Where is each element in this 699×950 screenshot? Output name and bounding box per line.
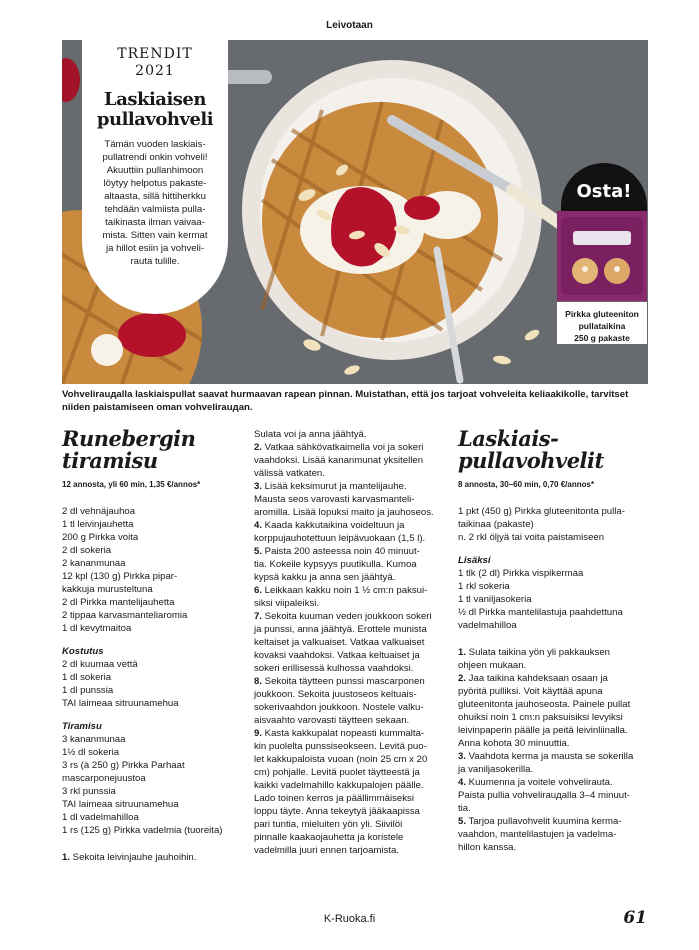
step [458, 750, 648, 763]
step [254, 610, 446, 623]
step-text: Vatkaa sähkövatkaimella voi ja sokeri [262, 442, 424, 453]
recipe-meta: 12 annosta, yli 60 min, 1,35 €/annos* [62, 480, 201, 489]
trend-body-line: pullatrendi onkin vohveli! [102, 152, 208, 163]
photo-caption [62, 388, 642, 414]
step-number: 5. [458, 816, 467, 827]
trend-body [82, 138, 228, 268]
step-text: Paista 200 asteessa noin 40 minuut- [262, 546, 420, 557]
ingredient: 3 rs (à 250 g) Pirkka Parhaat [62, 760, 185, 771]
ingredient-list [62, 733, 242, 837]
ingredient: TAI laimeaa sitruunamehua [62, 799, 179, 810]
ingredient-list [458, 567, 648, 632]
trend-body-line: taikinasta ilman vaivaa- [105, 217, 205, 228]
ingredient: 1 rkl sokeria [458, 581, 510, 592]
step-line: kypsä kakku ja anna sen jäähtyä. [254, 572, 396, 583]
trend-title [82, 90, 228, 130]
photo-caption-line: Vohvelirauдalla laskiaispullat saavat hurmaavan rapean pinnan. Muistathan, että jos tarjoat vohveleita keliaakikolle, tarvitset [62, 389, 629, 400]
recipe-title-line: tiramisu [62, 448, 158, 473]
trend-body-line: mista. Sitten vain kermat [102, 230, 208, 241]
step-line: Sulata voi ja anna jäähtyä. [254, 429, 367, 440]
product-caption-line: Pirkka gluteeniton [565, 309, 639, 319]
step-text: Sekoita täytteen punssi mascarponen [262, 676, 425, 687]
page-number: 61 [623, 908, 647, 928]
step-text: Tarjoa pullavohvelit kuumina kerma- [466, 816, 622, 827]
ingredient: 1 pkt (450 g) Pirkka gluteenitonta pulla- [458, 506, 625, 517]
step-text: Leikkaan kakku noin 1 ½ cm:n paksui- [262, 585, 428, 596]
recipe-pullavohvelit-column [458, 428, 648, 854]
step-line: pyöritä pulliksi. Voit käyttää apuna [458, 686, 603, 697]
step-line: pari tuntia, mieluiten yön yli. Siivilöi [254, 819, 403, 830]
step-text: Kasta kakkupalat nopeasti kummalta- [262, 728, 425, 739]
step-line: siksi viipaleiksi. [254, 598, 320, 609]
trend-body-line: ja hillot esiin ja vohveli- [105, 243, 205, 254]
ingredient: kakkuja murusteltuna [62, 584, 153, 595]
step-number: 5. [254, 546, 263, 557]
step-line: loppu täyte. Anna tekeytyä jääkaapissa [254, 806, 420, 817]
step [458, 815, 648, 828]
ingredient: 2 dl kuumaa vettä [62, 659, 138, 670]
step [254, 480, 446, 493]
section-label: Leivotaan [326, 20, 373, 31]
trend-body-line: Akuuttiin pullanhimoon [106, 165, 204, 176]
step-line: joukkoon. Sekoita juustoseos keltuais- [254, 689, 417, 700]
step-line: tia. [458, 803, 471, 814]
ingredient-list [62, 658, 242, 710]
ingredient: TAI laimeaa sitruunamehua [62, 698, 179, 709]
recipe-title-line: pullavohvelit [458, 448, 604, 473]
recipe-tiramisu-steps-column [254, 428, 446, 857]
trend-body-line: Tämän vuoden laskiais- [104, 139, 206, 150]
ingredient: 1 dl punssia [62, 685, 114, 696]
step-line: korppujauhotettuun leipävuokaan (1,5 l). [254, 533, 426, 544]
ingredient-list [458, 505, 648, 544]
subsection-heading: Tiramisu [62, 721, 102, 732]
step-number: 2. [458, 673, 467, 684]
step-number: 3. [254, 481, 263, 492]
trend-body-line: tehdään valmiista pulla- [104, 204, 206, 215]
step-line: ohjeen mukaan. [458, 660, 527, 671]
recipe-tiramisu-column [62, 428, 242, 864]
subsection-heading: Lisäksi [458, 555, 491, 566]
ingredient: 1 tlk (2 dl) Pirkka vispikermaa [458, 568, 584, 579]
ingredient: n. 2 rkl öljyä tai voita paistamiseen [458, 532, 605, 543]
step-line: kaikki vadelmahillo kakkupalojen päälle. [254, 780, 424, 791]
ingredient: 1 dl kevytmaitoa [62, 623, 132, 634]
step-line: sokerivaahdon joukkoon. Nostele valku- [254, 702, 424, 713]
step-line: keltaiset ja valkuaiset. Vatkaa valkuaiset [254, 637, 425, 648]
step-line: kin puolelta punssiseokseen. Levitä puo- [254, 741, 427, 752]
ingredient: 3 rkl punssia [62, 786, 116, 797]
step-line: aromilla. Lisää lopuksi maito ja jauhoseos. [254, 507, 434, 518]
step-line: ja vaniljasokerilla. [458, 764, 534, 775]
step-number: 7. [254, 611, 263, 622]
step-number: 6. [254, 585, 263, 596]
step-line: kovaksi vaahdoksi. Vatkaa keltuaiset ja [254, 650, 420, 661]
ingredient: 1 tl leivinjauhetta [62, 519, 134, 530]
step [254, 727, 446, 740]
ingredient: mascarponejuustoa [62, 773, 146, 784]
step-number: 1. [458, 647, 467, 658]
step-number: 3. [458, 751, 467, 762]
step-line: Anna kohota 30 minuuttia. [458, 738, 570, 749]
step-line: Mausta seos varovasti karvasmanteli- [254, 494, 415, 505]
step-line: ohuiksi noin 1 cm:n paksuisiksi levyiksi [458, 712, 623, 723]
step [254, 584, 446, 597]
step-text: Vaahdota kerma ja mausta se sokerilla [466, 751, 634, 762]
ingredient: 2 tippaa karvasmanteliaromia [62, 610, 188, 621]
step-line: cm) pohjalle. Levitä puolet täytteestä ja [254, 767, 420, 778]
product-caption-line: pullataikina [578, 321, 626, 331]
recipe-title [458, 428, 648, 472]
step-text: Sekoita kuuman veden joukkoon sokeri [262, 611, 432, 622]
step-text: Jaa taikina kahdeksaan osaan ja [466, 673, 608, 684]
ingredient: 1 tl vaniljasokeria [458, 594, 532, 605]
step-line: välissä vatkaten. [254, 468, 325, 479]
step-number: 2. [254, 442, 263, 453]
recipe-meta: 8 annosta, 30–60 min, 0,70 €/annos* [458, 480, 595, 489]
trend-body-line: altaasta, sillä hittiherkku [104, 191, 206, 202]
ingredient: vadelmahilloa [458, 620, 517, 631]
step [254, 519, 446, 532]
step [254, 675, 446, 688]
ingredient: 1 rs (125 g) Pirkka vadelmia (tuoreita) [62, 825, 223, 836]
step [254, 545, 446, 558]
step-line: hillon kanssa. [458, 842, 517, 853]
subsection-heading: Kostutus [62, 646, 104, 657]
step-line: ja punssi, anna jäähtyä. Erottele munista [254, 624, 427, 635]
step-text: Kaada kakkutaikina voideltuun ja [262, 520, 405, 531]
ingredient: 200 g Pirkka voita [62, 532, 139, 543]
trend-title-line: Laskiaisen [104, 89, 206, 110]
footer-site: K-Ruoka.fi [323, 913, 376, 925]
product-package-image [557, 211, 647, 301]
ingredient: 3 kananmunaa [62, 734, 126, 745]
trend-body-line: rauta tulille. [130, 256, 180, 267]
osta-badge: Osta! [561, 163, 647, 219]
ingredient: 2 dl vehnäjauhoa [62, 506, 136, 517]
trend-year: 2021 [135, 63, 175, 79]
step-line: Lado toinen kerros ja päällimmäiseksi [254, 793, 414, 804]
step-number: 4. [254, 520, 263, 531]
product-caption-line: 250 g pakaste [574, 333, 630, 343]
ingredient: 12 kpl (130 g) Pirkka pipar- [62, 571, 178, 582]
step [458, 646, 648, 659]
ingredient: 1½ dl sokeria [62, 747, 120, 758]
step-line: sokeri erillisessä kulhossa vaahdoksi. [254, 663, 414, 674]
trend-label: TRENDIT [117, 46, 193, 62]
ingredient: 1 dl vadelmahilloa [62, 812, 139, 823]
ingredient: ½ dl Pirkka mantelilastuja paahdettuna [458, 607, 623, 618]
step-line: tia. Kokeile kypsyys puutikulla. Kumoa [254, 559, 417, 570]
step-line: leivinpaperin päälle ja peitä leivinliinalla. [458, 725, 628, 736]
recipe-title-line: Runebergin [62, 426, 196, 451]
ingredient-list [62, 505, 242, 635]
step-list [458, 646, 648, 854]
recipe-title-line: Laskiais- [458, 426, 559, 451]
ingredient: 2 dl sokeria [62, 545, 112, 556]
product-caption [557, 302, 647, 344]
trend-callout [82, 40, 228, 314]
step-number: 1. [62, 852, 71, 863]
step-line: gluteenitonta jauhoseosta. Painele pullat [458, 699, 631, 710]
step [254, 441, 446, 454]
ingredient: taikinaa (pakaste) [458, 519, 534, 530]
step-line: vaahdon, mantelilastujen ja vadelma- [458, 829, 617, 840]
step-number: 4. [458, 777, 467, 788]
trend-title-line: pullavohveli [96, 109, 214, 130]
step [458, 672, 648, 685]
step-line: vadelmilla juuri ennen tarjoamista. [254, 845, 400, 856]
recipe-title [62, 428, 242, 472]
step-line: let kakkupaloista vuoan (noin 25 cm x 20 [254, 754, 428, 765]
step [62, 851, 242, 864]
ingredient: 2 kananmunaa [62, 558, 126, 569]
ingredient: 1 dl sokeria [62, 672, 112, 683]
step [458, 776, 648, 789]
step-text: Sulata taikina yön yli pakkauksen [466, 647, 611, 658]
step-text: Kuumenna ja voitele vohvelirauta. [466, 777, 613, 788]
trend-body-line: löytyy helpotus pakaste- [103, 178, 207, 189]
step-line: aisvaahto varovasti täytteen sekaan. [254, 715, 410, 726]
ingredient: 2 dl Pirkka mantelijauhetta [62, 597, 175, 608]
step-text: Sekoita leivinjauhe jauhoihin. [70, 852, 197, 863]
step-text: Lisää keksimurut ja mantelijauhe. [262, 481, 407, 492]
step-line: pinnalle kaakaojauhetta ja koristele [254, 832, 404, 843]
step-number: 8. [254, 676, 263, 687]
photo-caption-line: niiden paistamiseen oman vohvelirauдan. [62, 402, 253, 413]
step-number: 9. [254, 728, 263, 739]
step-line: Paista pullia vohvelirauдalla 3–4 minuut- [458, 790, 630, 801]
step-line: vaahdoksi. Lisää kananmunat yksitellen [254, 455, 424, 466]
